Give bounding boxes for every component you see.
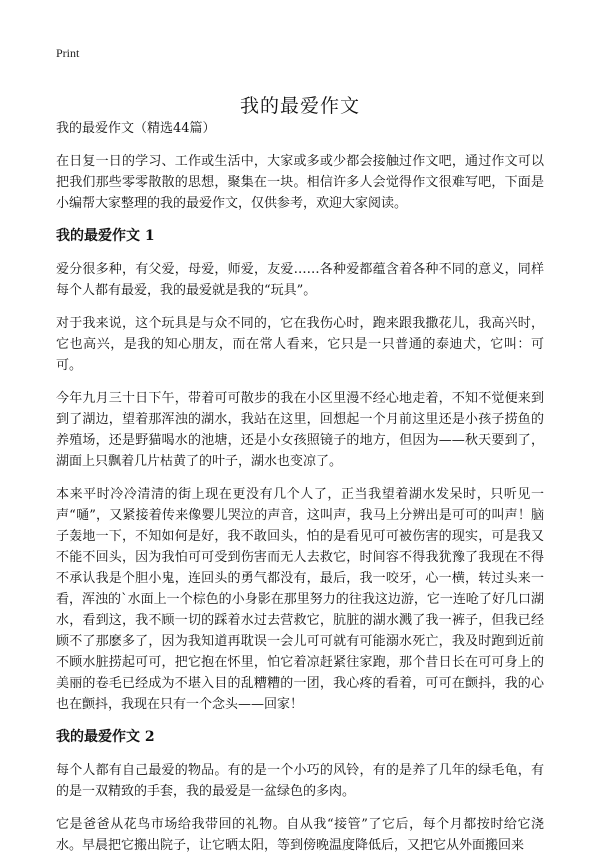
- section-1-paragraph-2: 对于我来说，这个玩具是与众不同的，它在我伤心时，跑来跟我撒花儿，我高兴时，它也高兴，是我的知心朋友，而在常人看来，它只是一只普通的泰迪犬，它叫：可可。: [56, 316, 544, 373]
- section-heading-1: 我的最爱作文 1: [56, 228, 155, 244]
- section-2-paragraph-2: 它是爸爸从花鸟市场给我带回的礼物。自从我“接管”了它后，每个月都按时给它浇水。早晨把它搬出院子，让它晒太阳，等到傍晚温度降低后，又把它从外面搬回来: [56, 817, 544, 853]
- intro-paragraph: 在日复一日的学习、工作或生活中，大家或多或少都会接触过作文吧，通过作文可以把我们那些零零散散的思想，聚集在一块。相信许多人会觉得作文很难写吧，下面是小编帮大家整理的我的最爱作文，仅供参考，欢迎大家阅读。: [56, 154, 544, 211]
- section-heading-2: 我的最爱作文 2: [56, 729, 155, 745]
- section-1-paragraph-4: 本来平时冷冷清清的街上现在更没有几个人了，正当我望着湖水发呆时，只听见一声“嗵”，又紧接着传来像婴儿哭泣的声音，这叫声，我马上分辨出是可可的叫声！脑子轰地一下，不知如何是好，我不敢回头，怕的是看见可可被伤害的现实，可是我又不能不回头，因为我怕可可受到伤害而无人去救它，时间容不得我犹豫了我现在不得不承认我是个胆小鬼，连回头的勇气都没有，最后，我一咬牙，心一横，转过头来一看，浑浊的`水面上一个棕色的小身影在那里努力的往我这边游，它一连呛了好几口湖水，看到这，我不顾一切的踩着水过去营救它，肮脏的湖水溅了我一裤子，但我已经顾不了那麽多了，因为我知道再耽误一会儿可可就有可能溺水死亡，我及时跑到近前不顾水脏捞起可可，把它抱在怀里，怕它着凉赶紧往家跑，那个昔日长在可可身上的美丽的卷毛已经成为不堪入目的乱糟糟的一团，我心疼的看着，可可在颤抖，我的心也在颤抖，我现在只有一个念头——回家！: [56, 487, 544, 712]
- page-title: 我的最爱作文: [239, 94, 360, 117]
- section-1-paragraph-3: 今年九月三十日下午，带着可可散步的我在小区里漫不经心地走着，不知不觉便来到到了湖边，望着那浑浊的湖水，我站在这里，回想起一个月前这里还是小孩子捞鱼的养殖场，还是野猫喝水的池塘，还是小女孩照镜子的地方，但因为——秋天要到了，湖面上只飘着几片枯黄了的叶子，湖水也变凉了。: [56, 391, 544, 469]
- article-body: [56, 118, 544, 868]
- subtitle: 我的最爱作文（精选44篇）: [56, 121, 216, 136]
- section-2-paragraph-1: 每个人都有自己最爱的物品。有的是一个小巧的风铃，有的是养了几年的绿毛龟，有的是一双精致的手套，我的最爱是一盆绿色的多肉。: [56, 763, 544, 799]
- print-link[interactable]: Print: [56, 46, 80, 60]
- section-1-paragraph-1: 爱分很多种，有父爱，母爱，师爱，友爱……各种爱都蕴含着各种不同的意义，同样每个人都有最爱，我的最爱就是我的“玩具”。: [56, 262, 544, 298]
